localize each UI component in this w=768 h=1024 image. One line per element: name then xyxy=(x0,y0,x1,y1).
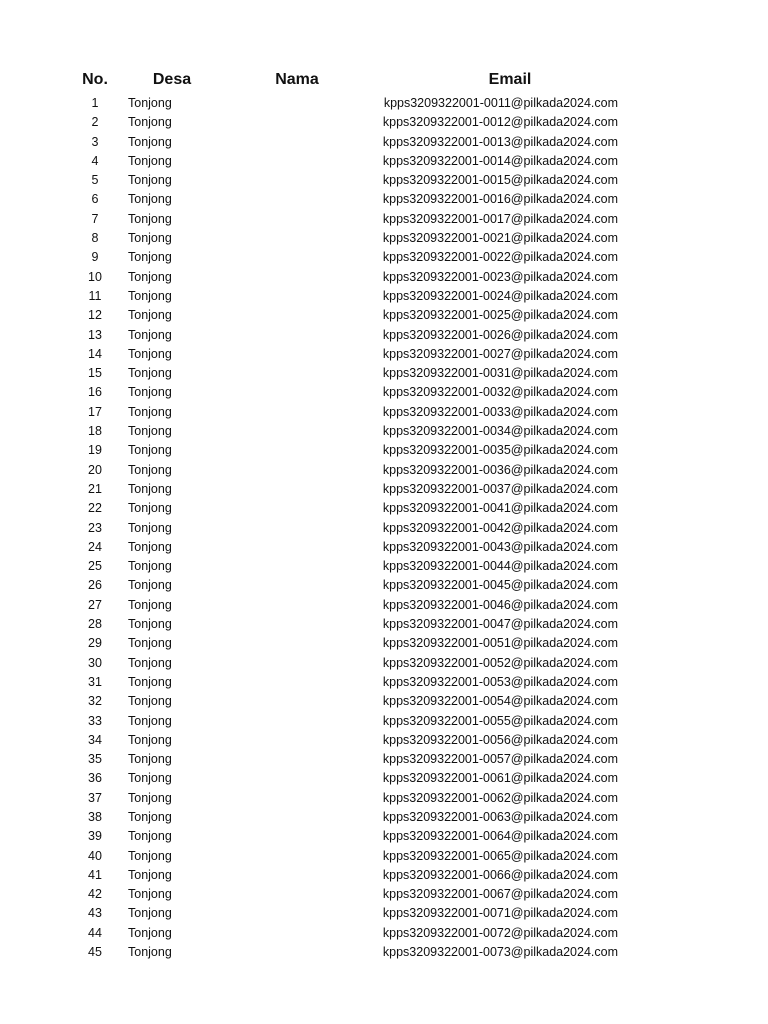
cell-desa: Tonjong xyxy=(128,713,172,728)
cell-no: 38 xyxy=(88,809,102,824)
cell-desa: Tonjong xyxy=(128,790,172,805)
cell-email: kpps3209322001-0023@pilkada2024.com xyxy=(382,269,618,284)
cell-no: 2 xyxy=(91,115,99,130)
cell-desa: Tonjong xyxy=(128,559,172,574)
cell-desa: Tonjong xyxy=(128,308,172,323)
cell-desa: Tonjong xyxy=(128,366,172,381)
cell-no: 37 xyxy=(88,790,102,805)
cell-no: 8 xyxy=(91,231,99,246)
cell-no: 40 xyxy=(88,848,102,863)
cell-email: kpps3209322001-0065@pilkada2024.com xyxy=(382,848,618,863)
cell-desa: Tonjong xyxy=(128,269,172,284)
table-row xyxy=(0,171,768,190)
cell-email: kpps3209322001-0043@pilkada2024.com xyxy=(382,539,618,554)
cell-desa: Tonjong xyxy=(128,153,172,168)
cell-no: 20 xyxy=(88,462,102,477)
table-row xyxy=(0,692,768,711)
cell-desa: Tonjong xyxy=(128,906,172,921)
cell-desa: Tonjong xyxy=(128,462,172,477)
table-body xyxy=(0,94,768,962)
table-row xyxy=(0,480,768,499)
cell-desa: Tonjong xyxy=(128,211,172,226)
cell-no: 16 xyxy=(88,385,102,400)
header-desa: Desa xyxy=(152,71,192,88)
table-row xyxy=(0,557,768,576)
cell-no: 7 xyxy=(91,211,99,226)
cell-no: 41 xyxy=(88,867,102,882)
cell-no: 10 xyxy=(88,269,102,284)
table-row xyxy=(0,133,768,152)
cell-desa: Tonjong xyxy=(128,578,172,593)
table-row xyxy=(0,229,768,248)
cell-email: kpps3209322001-0067@pilkada2024.com xyxy=(382,887,618,902)
cell-desa: Tonjong xyxy=(128,501,172,516)
table-row xyxy=(0,499,768,518)
table-row xyxy=(0,866,768,885)
cell-email: kpps3209322001-0034@pilkada2024.com xyxy=(382,424,618,439)
table-row xyxy=(0,943,768,962)
cell-desa: Tonjong xyxy=(128,134,172,149)
cell-email: kpps3209322001-0027@pilkada2024.com xyxy=(382,346,618,361)
table-row xyxy=(0,596,768,615)
cell-no: 12 xyxy=(88,308,102,323)
cell-desa: Tonjong xyxy=(128,250,172,265)
table-row xyxy=(0,345,768,364)
cell-email: kpps3209322001-0017@pilkada2024.com xyxy=(382,211,618,226)
cell-email: kpps3209322001-0055@pilkada2024.com xyxy=(382,713,618,728)
cell-no: 14 xyxy=(88,346,102,361)
cell-email: kpps3209322001-0051@pilkada2024.com xyxy=(382,636,618,651)
table-row xyxy=(0,847,768,866)
table-row xyxy=(0,113,768,132)
cell-no: 45 xyxy=(88,945,102,960)
cell-desa: Tonjong xyxy=(128,346,172,361)
cell-desa: Tonjong xyxy=(128,771,172,786)
cell-no: 9 xyxy=(91,250,99,265)
cell-no: 30 xyxy=(88,655,102,670)
header-nama: Nama xyxy=(275,71,319,88)
cell-no: 25 xyxy=(88,559,102,574)
cell-desa: Tonjong xyxy=(128,636,172,651)
cell-email: kpps3209322001-0032@pilkada2024.com xyxy=(382,385,618,400)
cell-no: 44 xyxy=(88,925,102,940)
table-row xyxy=(0,885,768,904)
cell-desa: Tonjong xyxy=(128,597,172,612)
table-row xyxy=(0,383,768,402)
cell-desa: Tonjong xyxy=(128,945,172,960)
table-row xyxy=(0,441,768,460)
cell-no: 23 xyxy=(88,520,102,535)
cell-email: kpps3209322001-0066@pilkada2024.com xyxy=(382,867,618,882)
cell-desa: Tonjong xyxy=(128,655,172,670)
cell-desa: Tonjong xyxy=(128,288,172,303)
cell-no: 13 xyxy=(88,327,102,342)
cell-no: 32 xyxy=(88,694,102,709)
cell-email: kpps3209322001-0033@pilkada2024.com xyxy=(382,404,618,419)
cell-no: 36 xyxy=(88,771,102,786)
table-row xyxy=(0,924,768,943)
cell-email: kpps3209322001-0064@pilkada2024.com xyxy=(382,829,618,844)
table-row xyxy=(0,904,768,923)
cell-desa: Tonjong xyxy=(128,173,172,188)
cell-email: kpps3209322001-0071@pilkada2024.com xyxy=(382,906,618,921)
table-row xyxy=(0,519,768,538)
cell-desa: Tonjong xyxy=(128,327,172,342)
cell-email: kpps3209322001-0045@pilkada2024.com xyxy=(382,578,618,593)
cell-no: 31 xyxy=(88,674,102,689)
cell-no: 21 xyxy=(88,481,102,496)
cell-email: kpps3209322001-0035@pilkada2024.com xyxy=(382,443,618,458)
cell-no: 33 xyxy=(88,713,102,728)
cell-desa: Tonjong xyxy=(128,520,172,535)
cell-email: kpps3209322001-0056@pilkada2024.com xyxy=(382,732,618,747)
cell-desa: Tonjong xyxy=(128,848,172,863)
cell-email: kpps3209322001-0062@pilkada2024.com xyxy=(382,790,618,805)
table-row xyxy=(0,789,768,808)
cell-desa: Tonjong xyxy=(128,231,172,246)
cell-no: 3 xyxy=(91,134,99,149)
table-row xyxy=(0,615,768,634)
table-row xyxy=(0,210,768,229)
cell-desa: Tonjong xyxy=(128,192,172,207)
cell-email: kpps3209322001-0072@pilkada2024.com xyxy=(382,925,618,940)
table-row xyxy=(0,712,768,731)
table-row xyxy=(0,576,768,595)
cell-email: kpps3209322001-0012@pilkada2024.com xyxy=(382,115,618,130)
cell-email: kpps3209322001-0063@pilkada2024.com xyxy=(382,809,618,824)
cell-desa: Tonjong xyxy=(128,732,172,747)
table-header xyxy=(0,70,768,90)
table-row xyxy=(0,654,768,673)
cell-no: 11 xyxy=(88,288,102,303)
cell-email: kpps3209322001-0054@pilkada2024.com xyxy=(382,694,618,709)
cell-email: kpps3209322001-0025@pilkada2024.com xyxy=(382,308,618,323)
table-row xyxy=(0,268,768,287)
cell-email: kpps3209322001-0021@pilkada2024.com xyxy=(382,231,618,246)
cell-no: 18 xyxy=(88,424,102,439)
cell-desa: Tonjong xyxy=(128,115,172,130)
cell-email: kpps3209322001-0053@pilkada2024.com xyxy=(382,674,618,689)
cell-desa: Tonjong xyxy=(128,404,172,419)
cell-desa: Tonjong xyxy=(128,424,172,439)
table-row xyxy=(0,750,768,769)
cell-desa: Tonjong xyxy=(128,809,172,824)
cell-desa: Tonjong xyxy=(128,752,172,767)
cell-desa: Tonjong xyxy=(128,829,172,844)
cell-no: 43 xyxy=(88,906,102,921)
table-row xyxy=(0,422,768,441)
cell-no: 24 xyxy=(88,539,102,554)
cell-desa: Tonjong xyxy=(128,867,172,882)
cell-email: kpps3209322001-0037@pilkada2024.com xyxy=(382,481,618,496)
cell-desa: Tonjong xyxy=(128,96,172,110)
cell-desa: Tonjong xyxy=(128,481,172,496)
cell-no: 27 xyxy=(88,597,102,612)
cell-no: 29 xyxy=(88,636,102,651)
table-row xyxy=(0,403,768,422)
cell-email: kpps3209322001-0022@pilkada2024.com xyxy=(382,250,618,265)
cell-email: kpps3209322001-0014@pilkada2024.com xyxy=(382,153,618,168)
cell-no: 42 xyxy=(88,887,102,902)
table-row xyxy=(0,808,768,827)
cell-no: 4 xyxy=(91,153,99,168)
cell-desa: Tonjong xyxy=(128,385,172,400)
cell-no: 1 xyxy=(91,96,99,110)
cell-desa: Tonjong xyxy=(128,443,172,458)
cell-no: 28 xyxy=(88,617,102,632)
cell-email: kpps3209322001-0057@pilkada2024.com xyxy=(382,752,618,767)
table-row xyxy=(0,94,768,113)
cell-no: 26 xyxy=(88,578,102,593)
cell-no: 19 xyxy=(88,443,102,458)
cell-email: kpps3209322001-0046@pilkada2024.com xyxy=(382,597,618,612)
cell-no: 34 xyxy=(88,732,102,747)
table-row xyxy=(0,152,768,171)
cell-email: kpps3209322001-0015@pilkada2024.com xyxy=(382,173,618,188)
table-row xyxy=(0,248,768,267)
cell-no: 22 xyxy=(88,501,102,516)
cell-no: 35 xyxy=(88,752,102,767)
cell-email: kpps3209322001-0026@pilkada2024.com xyxy=(382,327,618,342)
table-row xyxy=(0,306,768,325)
table-row xyxy=(0,364,768,383)
cell-email: kpps3209322001-0024@pilkada2024.com xyxy=(382,288,618,303)
cell-no: 5 xyxy=(91,173,99,188)
table-row xyxy=(0,287,768,306)
cell-desa: Tonjong xyxy=(128,925,172,940)
cell-email: kpps3209322001-0042@pilkada2024.com xyxy=(382,520,618,535)
table-row xyxy=(0,538,768,557)
cell-email: kpps3209322001-0031@pilkada2024.com xyxy=(382,366,618,381)
cell-email: kpps3209322001-0011@pilkada2024.com xyxy=(383,96,618,110)
table-row xyxy=(0,326,768,345)
cell-email: kpps3209322001-0044@pilkada2024.com xyxy=(382,559,618,574)
table-row xyxy=(0,634,768,653)
cell-desa: Tonjong xyxy=(128,694,172,709)
cell-desa: Tonjong xyxy=(128,539,172,554)
cell-no: 6 xyxy=(91,192,99,207)
cell-email: kpps3209322001-0047@pilkada2024.com xyxy=(382,617,618,632)
cell-desa: Tonjong xyxy=(128,887,172,902)
table-row xyxy=(0,731,768,750)
cell-email: kpps3209322001-0036@pilkada2024.com xyxy=(382,462,618,477)
header-email: Email xyxy=(488,71,532,88)
cell-email: kpps3209322001-0013@pilkada2024.com xyxy=(382,134,618,149)
table-row xyxy=(0,673,768,692)
cell-email: kpps3209322001-0041@pilkada2024.com xyxy=(382,501,618,516)
cell-email: kpps3209322001-0052@pilkada2024.com xyxy=(382,655,618,670)
table-row xyxy=(0,827,768,846)
cell-no: 39 xyxy=(88,829,102,844)
table-row xyxy=(0,769,768,788)
cell-email: kpps3209322001-0016@pilkada2024.com xyxy=(382,192,618,207)
cell-no: 17 xyxy=(88,404,102,419)
table-row xyxy=(0,190,768,209)
cell-no: 15 xyxy=(88,366,102,381)
table-row xyxy=(0,461,768,480)
cell-desa: Tonjong xyxy=(128,674,172,689)
cell-email: kpps3209322001-0061@pilkada2024.com xyxy=(382,771,618,786)
cell-desa: Tonjong xyxy=(128,617,172,632)
header-no: No. xyxy=(82,71,108,88)
cell-email: kpps3209322001-0073@pilkada2024.com xyxy=(382,945,618,960)
